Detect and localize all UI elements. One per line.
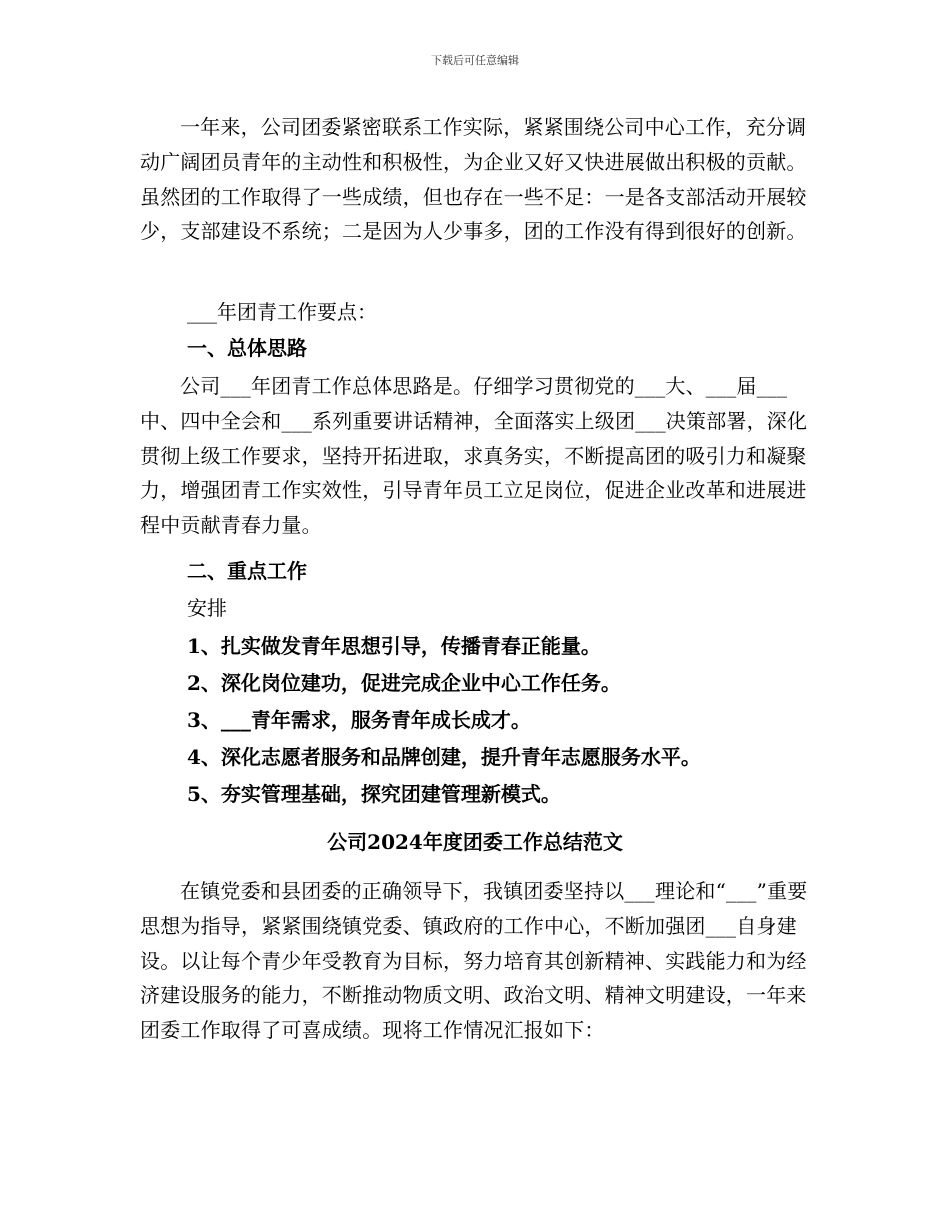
article-title: 公司2024年度团委工作总结范文 bbox=[327, 830, 623, 854]
task-item: 3、___青年需求，服务青年成长成才。 bbox=[187, 708, 531, 732]
key-points-title: ___年团青工作要点： bbox=[187, 300, 377, 324]
section2-heading: 二、重点工作 bbox=[187, 559, 307, 583]
section1-heading: 一、总体思路 bbox=[187, 336, 307, 360]
task-item: 5、夯实管理基础，探究团建管理新模式。 bbox=[187, 782, 561, 806]
intro-paragraph: 一年来，公司团委紧密联系工作实际，紧紧围绕公司中心工作，充分调动广阔团员青年的主动性和积极性，为企业又好又快进展做出积极的贡献。虽然团的工作取得了一些成绩，但也存在一些不足：一是各支部活动开展较少，支部建设不系统；二是因为人少事多，团的工作没有得到很好的创新。 bbox=[140, 115, 807, 244]
section2-subheading: 安排 bbox=[187, 596, 227, 620]
section1-paragraph: 公司___年团青工作总体思路是。仔细学习贯彻党的___大、___届___中、四中全会和___系列重要讲话精神，全面落实上级团___决策部署，深化贯彻上级工作要求，坚持开拓进取，求真务实，不断提高团的吸引力和凝聚力，增强团青工作实效性，引导青年员工立足岗位，促进企业改革和进展进程中贡献青春力量。 bbox=[140, 374, 808, 538]
page-header-caption: 下载后可任意编辑 bbox=[431, 54, 519, 67]
article-paragraph: 在镇党委和县团委的正确领导下，我镇团委坚持以___理论和“___”重要思想为指导，紧紧围绕镇党委、镇政府的工作中心，不断加强团___自身建设。以让每个青少年受教育为目标，努力培育其创新精神、实践能力和为经济建设服务的能力，不断推动物质文明、政治文明、精神文明建设，一年来团委工作取得了可喜成绩。现将工作情况汇报如下： bbox=[140, 879, 808, 1043]
task-item: 2、深化岗位建功，促进完成企业中心工作任务。 bbox=[187, 671, 621, 695]
task-item: 1、扎实做发青年思想引导，传播青春正能量。 bbox=[187, 634, 601, 658]
task-item: 4、深化志愿者服务和品牌创建，提升青年志愿服务水平。 bbox=[187, 745, 701, 769]
